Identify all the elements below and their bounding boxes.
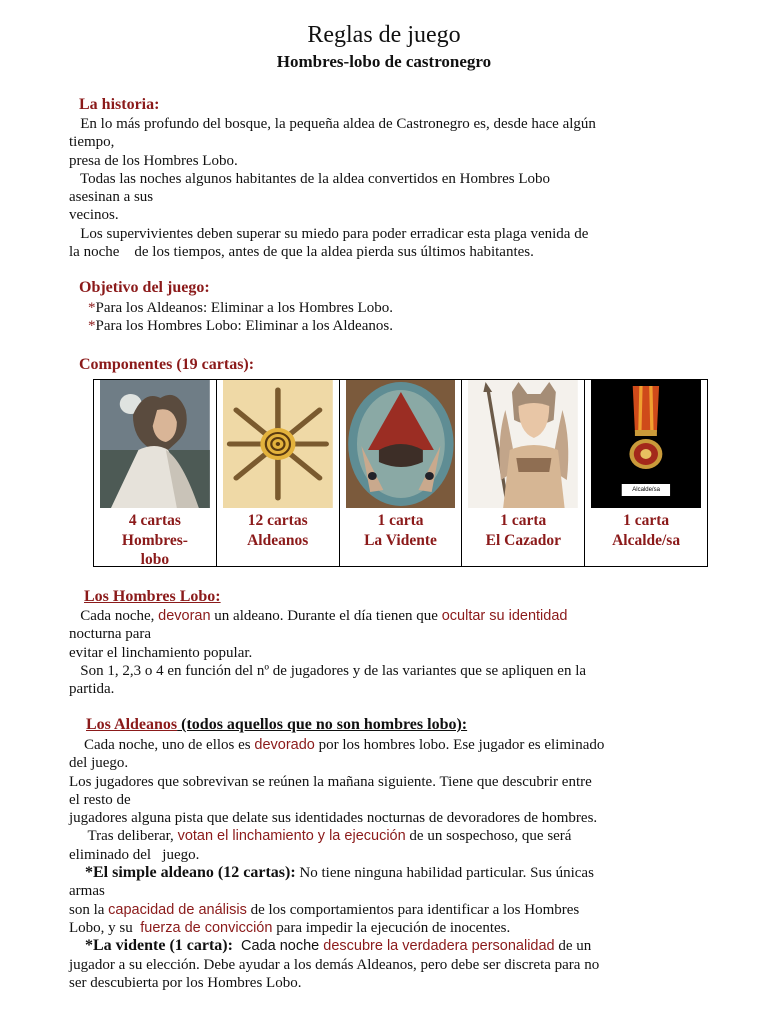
aldeanos-heading-row [86,716,467,734]
highlight-text: capacidad de análisis [108,901,247,918]
objetivo-item [88,299,728,317]
card-count: 12 cartas [247,512,308,529]
role-title: *La vidente (1 carta): [69,937,233,955]
text-segment: Tras deliberar, [69,828,178,845]
text-segment: de los comportamientos para identificar a los Hombres [246,901,580,918]
historia-heading: La historia: [79,96,160,113]
card-cell-hombres-lobo [94,380,217,566]
text-line: jugadores alguna pista que delate sus identidades nocturnas de devoradores de hombres. [69,810,598,827]
text-line: eliminado del juego. [69,846,200,863]
text-line: Los jugadores que sobrevivan se reúnen la mañana siguiente. Tiene que descubrir entre [69,773,592,790]
highlight-text: fuerza de convicción [140,919,273,936]
seer-card-image [346,380,456,508]
highlight-text: descubre la verdadera personalidad [323,938,555,955]
historia-line: Todas las noches algunos habitantes de la aldea convertidos en Hombres Lobo [69,170,551,187]
hombres-lobo-text [69,607,709,698]
bullet-star: * [88,318,96,335]
text-line: evitar el linchamiento popular. [69,644,253,661]
text-segment: un aldeano. Durante el día tienen que [210,608,442,624]
text-segment: para impedir la ejecución de inocentes. [272,919,511,936]
historia-line: presa de los Hombres Lobo. [69,152,238,169]
card-count: 1 carta [623,512,670,529]
text-segment: Cada noche [232,938,324,955]
highlight-text: ocultar su identidad [441,608,568,624]
objetivo-item-text: Para los Aldeanos: Eliminar a los Hombres Lobo. [95,300,393,316]
historia-line: vecinos. [69,207,119,224]
text-line: partida. [69,681,115,698]
text-segment: No tiene ninguna habilidad particular. Sus únicas [295,865,594,882]
card-role-cont: lobo [140,551,170,568]
page-subtitle: Hombres-lobo de castronegro [276,52,492,71]
highlight-text: devoran [158,608,211,624]
aldeanos-heading-note: (todos aquellos que no son hombres lobo): [177,716,468,733]
text-segment: de un sospechoso, que será [405,828,572,845]
text-segment: Lobo, y su [69,919,141,936]
text-line: jugador a su elección. Debe ayudar a los demás Aldeanos, pero debe ser discreta para no [69,956,600,973]
componentes-heading: Componentes (19 cartas): [79,356,255,373]
historia-line: Los supervivientes deben superar su miedo para poder erradicar esta plaga venida de [69,225,589,242]
text-line: el resto de [69,791,131,808]
hunter-card-image [468,380,578,508]
card-count: 1 carta [500,512,547,529]
role-title: *El simple aldeano (12 cartas): [69,864,296,882]
text-segment: Cada noche, uno de ellos es [69,737,255,753]
card-caption [94,511,216,570]
text-line [69,827,709,845]
card-caption [217,511,339,550]
bullet-star: * [88,300,96,316]
text-line [69,937,709,955]
card-role: Hombres- [121,531,188,549]
objetivo-heading: Objetivo del juego: [79,279,210,296]
text-line: del juego. [69,755,129,772]
card-cell-vidente [340,380,463,566]
historia-line: asesinan a sus [69,189,154,206]
villagers-card-image [223,380,333,508]
historia-line: En lo más profundo del bosque, la pequeña aldea de Castronegro es, desde hace algún [69,116,596,132]
hombres-lobo-heading: Los Hombres Lobo: [84,588,221,605]
werewolf-card-image [100,380,210,508]
text-line [69,919,709,937]
text-line: Son 1, 2,3 o 4 en función del nº de jugadores y de las variantes que se apliquen en la [69,662,587,679]
page-title: Reglas de juego [307,22,461,48]
text-segment: de un [554,938,592,955]
card-caption [462,511,584,550]
card-caption [340,511,462,550]
card-cell-aldeanos [217,380,340,566]
text-segment: Cada noche, [69,608,159,624]
card-role: La Vidente [364,531,437,549]
text-segment: por los hombres lobo. Ese jugador es eliminado [314,737,605,753]
text-line [69,736,709,754]
objetivo-list [88,299,728,336]
objetivo-item [88,317,728,335]
text-line [69,864,709,882]
card-caption [585,511,707,550]
card-role: Alcalde/sa [612,531,681,549]
card-cell-cazador [462,380,585,566]
card-count: 1 carta [377,512,424,529]
historia-text [69,115,709,261]
aldeanos-heading: Los Aldeanos [86,716,178,733]
text-line: nocturna para [69,626,152,643]
text-line [69,901,709,919]
card-cell-alcalde [585,380,707,566]
historia-line: la noche de los tiempos, antes de que la aldea pierda sus últimos habitantes. [69,244,534,261]
objetivo-item-text: Para los Hombres Lobo: Eliminar a los Aldeanos. [95,318,393,335]
text-segment: son la [69,901,109,918]
highlight-text: votan el linchamiento y la ejecución [177,828,406,845]
text-line [69,607,709,625]
card-role: Aldeanos [247,531,309,549]
card-role: El Cazador [485,531,561,549]
historia-line: tiempo, [69,134,115,151]
card-count: 4 cartas [128,512,181,529]
text-line: ser descubierta por los Hombres Lobo. [69,974,302,991]
highlight-text: devorado [254,737,315,753]
cards-table [93,379,708,567]
text-line: armas [69,883,105,900]
mayor-card-image [591,380,701,508]
aldeanos-text [69,736,709,992]
mayor-card-label: Alcalde/sa [632,487,660,493]
